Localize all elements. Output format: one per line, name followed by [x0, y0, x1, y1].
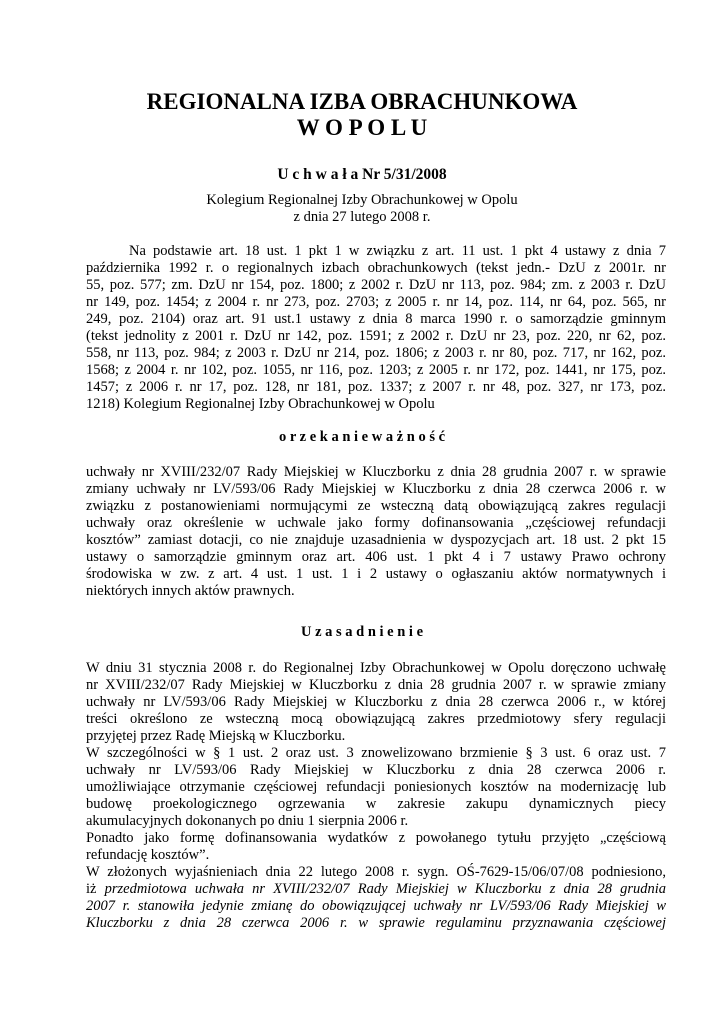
- resolution-date: z dnia 27 lutego 2008 r.: [293, 209, 431, 225]
- justification-line: W szczególności w § 1 ust. 2 oraz ust. 3 znowelizowano brzmienie § 3 ust. 6 oraz ust. 7: [86, 745, 666, 761]
- justification-line: budowę proekologicznego ogrzewania w zakresie zakupu dynamicznych piecy: [86, 796, 666, 812]
- justification-line: refundację kosztów”.: [86, 847, 210, 863]
- ruling-line: uchwały nr XVIII/232/07 Rady Miejskiej w Kluczborku z dnia 28 grudnia 2007 r. w sprawie: [86, 464, 666, 480]
- preamble-line: października 1992 r. o regionalnych izbach obrachunkowych (tekst jedn.- DzU z 2001r. nr: [86, 260, 666, 276]
- institution-city: W O P O L U: [296, 115, 428, 140]
- quoted-explanation: 2007 r. stanowiła jedynie zmianę do obowiązującej uchwały nr LV/593/06 Rady Miejskiej w: [86, 898, 666, 914]
- justification-line: akumulacyjnych dokonanych po dniu 1 sierpnia 2006 r.: [86, 813, 409, 829]
- ruling-heading: o r z e k a n i e w a ż n o ś ć: [278, 429, 446, 445]
- justification-line: przyjętej przez Radę Miejską w Kluczborku.: [86, 728, 346, 744]
- preamble-line: (tekst jednolity z 2001 r. DzU nr 142, poz. 1591; z 2002 r. DzU nr 23, poz. 220, nr 62, poz.: [86, 328, 666, 344]
- preamble-line: 1218) Kolegium Regionalnej Izby Obrachunkowej w Opolu: [86, 396, 435, 412]
- preamble-line: 1568; z 2004 r. nr 102, poz. 1055, nr 116, poz. 1203; z 2005 r. nr 172, poz. 1441, nr 175, poz.: [86, 362, 666, 378]
- ruling-line: zmiany uchwały nr LV/593/06 Rady Miejskiej w Kluczborku z dnia 28 czerwca 2006 r. w: [86, 481, 666, 497]
- justification-line: nr XVIII/232/07 Rady Miejskiej w Kluczborku z dnia 28 grudnia 2007 r. w sprawie zmiany: [86, 677, 666, 693]
- preamble-line: Na podstawie art. 18 ust. 1 pkt 1 w związku z art. 11 ust. 1 pkt 4 ustawy z dnia 7: [129, 243, 666, 259]
- ruling-line: kosztów” zamiast dotacji, co nie znajduje uzasadnienia w dyspozycjach art. 18 ust. 2 pkt 15: [86, 532, 666, 548]
- ruling-line: ustawy o samorządzie gminnym oraz art. 406 ust. 1 pkt 4 i 7 ustawy Prawo ochrony: [86, 549, 666, 565]
- resolution-title: U c h w a ł a Nr 5/31/2008: [277, 166, 447, 183]
- justification-line: W złożonych wyjaśnieniach dnia 22 lutego 2008 r. sygn. OŚ-7629-15/06/07/08 podniesiono,: [86, 864, 666, 880]
- justification-heading: U z a s a d n i e n i e: [300, 624, 424, 640]
- preamble-line: 1457; z 2006 r. nr 17, poz. 128, nr 181, poz. 1337; z 2007 r. nr 48, poz. 327, nr 173, poz.: [86, 379, 666, 395]
- preamble-line: 558, nr 113, poz. 984; z 2003 r. DzU nr 214, poz. 1806; z 2003 r. nr 80, poz. 717, nr 162, poz.: [86, 345, 666, 361]
- resolution-issuer: Kolegium Regionalnej Izby Obrachunkowej w Opolu: [206, 192, 518, 208]
- justification-line: treści określono ze wsteczną mocą obowiązującą zakres przedmiotowy sfery regulacji: [86, 711, 666, 727]
- justification-line: uchwały nr LV/593/06 Rady Miejskiej w Kluczborku z dnia 28 czerwca 2006 r.: [86, 762, 666, 778]
- preamble-line: 249, poz. 2104) oraz art. 91 ust.1 ustawy z dnia 8 marca 1990 r. o samorządzie gminnym: [86, 311, 666, 327]
- preamble-line: nr 149, poz. 1454; z 2004 r. nr 273, poz. 2703; z 2005 r. nr 14, poz. 114, nr 64, poz. 565, nr: [86, 294, 666, 310]
- quoted-explanation: przedmiotowa uchwała nr XVIII/232/07 Rady Miejskiej w Kluczborku z dnia 28 grudnia: [104, 881, 666, 897]
- ruling-line: uchwały oraz określenie w uchwale jako formy dofinansowania „częściowej refundacji: [86, 515, 666, 531]
- justification-line: Ponadto jako formę dofinansowania wydatków z powołanego tytułu przyjęto „częściową: [86, 830, 666, 846]
- ruling-line: niektórych innych aktów prawnych.: [86, 583, 295, 599]
- justification-line: [86, 881, 666, 898]
- justification-text: iż: [86, 881, 105, 897]
- ruling-line: związku z postanowieniami normującymi ze wsteczną datą obowiązującą zakres regulacji: [86, 498, 666, 514]
- quoted-explanation: Kluczborku z dnia 28 czerwca 2006 r. w sprawie regulaminu przyznawania częściowej: [86, 915, 666, 931]
- preamble-line: 55, poz. 577; zm. DzU nr 154, poz. 1800; z 2002 r. DzU nr 113, poz. 984; zm. z 2003 r. DzU: [86, 277, 666, 293]
- ruling-line: środowiska w zw. z art. 4 ust. 1 ust. 1 i 2 ustawy o ogłaszaniu aktów normatywnych i: [86, 566, 666, 582]
- institution-name: REGIONALNA IZBA OBRACHUNKOWA: [146, 89, 578, 114]
- justification-line: umożliwiające otrzymanie częściowej refundacji poniesionych kosztów na modernizację lub: [86, 779, 666, 795]
- justification-line: W dniu 31 stycznia 2008 r. do Regionalnej Izby Obrachunkowej w Opolu doręczono uchwałę: [86, 660, 666, 676]
- justification-line: uchwały nr LV/593/06 Rady Miejskiej w Kluczborku z dnia 28 czerwca 2006 r., w której: [86, 694, 666, 710]
